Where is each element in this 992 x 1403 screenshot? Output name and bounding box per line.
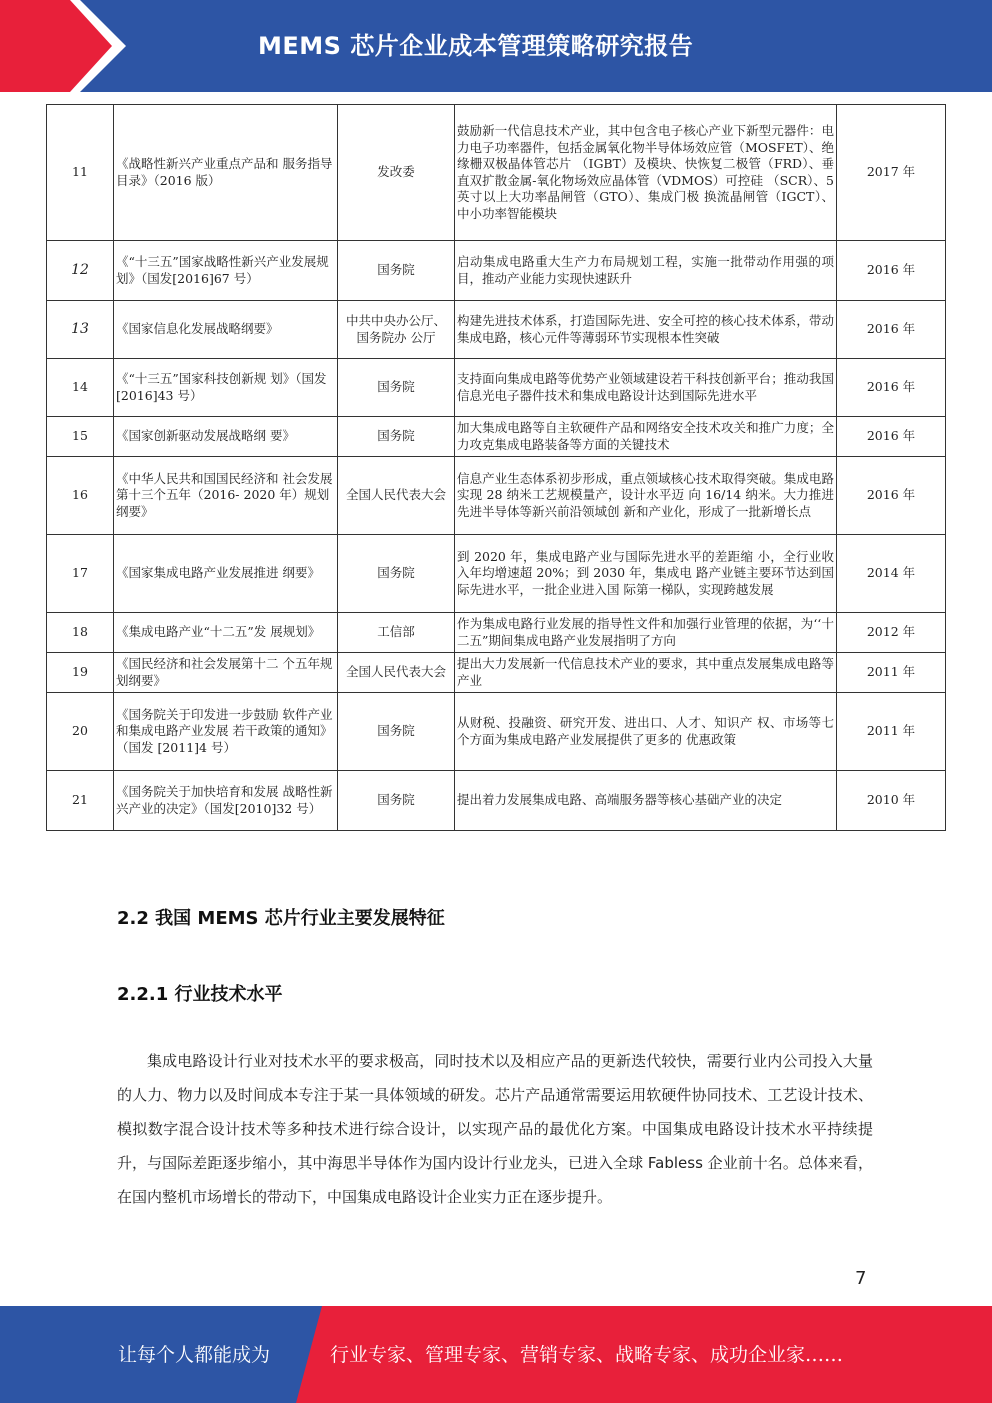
header-chevron-shape (0, 0, 126, 92)
row-number: 14 (47, 359, 114, 417)
table-row (47, 693, 946, 771)
row-number: 20 (47, 693, 114, 771)
page-number: 7 (855, 1268, 867, 1289)
policy-content: 信息产业生态体系初步形成，重点领域核心技术取得突破。集成电路实现 28 纳米工艺规模量产，设计水平迈 向 16/14 纳米。大力推进先进半导体等新兴前沿领域创 新和产业化，形成了一批新增长点 (455, 457, 837, 535)
page-footer-banner (0, 1306, 992, 1403)
policy-year: 2016 年 (837, 457, 946, 535)
footer-slogan-right: 行业专家、管理专家、营销专家、战略专家、成功企业家…… (330, 1344, 844, 1366)
row-number: 18 (47, 613, 114, 653)
table-row (47, 457, 946, 535)
policy-content: 提出着力发展集成电路、高端服务器等核心基础产业的决定 (455, 771, 837, 831)
table-row (47, 653, 946, 693)
policy-year: 2016 年 (837, 417, 946, 457)
table-row (47, 771, 946, 831)
row-number: 19 (47, 653, 114, 693)
table-row (47, 613, 946, 653)
issuing-department: 全国人民代表大会 (338, 653, 455, 693)
policy-year: 2016 年 (837, 359, 946, 417)
row-number: 12 (47, 241, 114, 301)
table-row (47, 417, 946, 457)
table-row (47, 241, 946, 301)
table-row (47, 301, 946, 359)
issuing-department: 国务院 (338, 535, 455, 613)
policy-year: 2014 年 (837, 535, 946, 613)
row-number: 11 (47, 105, 114, 241)
policy-year: 2010 年 (837, 771, 946, 831)
policy-content: 构建先进技术体系，打造国际先进、安全可控的核心技术体系，带动集成电路，核心元件等薄弱环节实现根本性突破 (455, 301, 837, 359)
row-number: 16 (47, 457, 114, 535)
policy-name: 《中华人民共和国国民经济和 社会发展第十三个五年（2016- 2020 年）规划纲要》 (114, 457, 338, 535)
issuing-department: 工信部 (338, 613, 455, 653)
page-header-banner (0, 0, 992, 92)
row-number: 15 (47, 417, 114, 457)
policy-year: 2016 年 (837, 241, 946, 301)
body-paragraph: 集成电路设计行业对技术水平的要求极高，同时技术以及相应产品的更新迭代较快，需要行业内公司投入大量的人力、物力以及时间成本专注于某一具体领域的研发。芯片产品通常需要运用软硬件协同技术、工艺设计技术、模拟数字混合设计技术等多种技术进行综合设计，以实现产品的最优化方案。中国集成电路设计技术水平持续提升，与国际差距逐步缩小，其中海思半导体作为国内设计行业龙头，已进入全球 Fabless 企业前十名。总体来看，在国内整机市场增长的带动下，中国集成电路设计企业实力正在逐步提升。 (117, 1052, 873, 1206)
policy-year: 2016 年 (837, 301, 946, 359)
policy-content: 启动集成电路重大生产力布局规划工程，实施一批带动作用强的项目，推动产业能力实现快速跃升 (455, 241, 837, 301)
issuing-department: 中共中央办公厅、国务院办 公厅 (338, 301, 455, 359)
policy-content: 从财税、投融资、研究开发、进出口、人才、知识产 权、市场等七个方面为集成电路产业发展提供了更多的 优惠政策 (455, 693, 837, 771)
policy-name: 《“十三五”国家战略性新兴产业发展规划》（国发[2016]67 号） (114, 241, 338, 301)
policy-name: 《“十三五”国家科技创新规 划》（国发[2016]43 号） (114, 359, 338, 417)
policy-name: 《国家创新驱动发展战略纲 要》 (114, 417, 338, 457)
policy-year: 2017 年 (837, 105, 946, 241)
issuing-department: 国务院 (338, 241, 455, 301)
footer-slogan-left: 让每个人都能成为 (118, 1344, 271, 1366)
policy-name: 《国家集成电路产业发展推进 纲要》 (114, 535, 338, 613)
row-number: 17 (47, 535, 114, 613)
policy-content: 鼓励新一代信息技术产业，其中包含电子核心产业下新型元器件：电力电子功率器件，包括金属氧化物半导体场效应管（MOSFET）、绝缘栅双极晶体管芯片 （IGBT）及模块、快恢复二极管（FRD）、垂直双扩散金属-氧化物场效应晶体管（VDMOS）可控硅 （SCR）、5 英寸以上大功率晶闸管（GTO）、集成门极 换流晶闸管（IGCT）、中小功率智能模块 (455, 105, 837, 241)
policy-name: 《国务院关于印发进一步鼓励 软件产业和集成电路产业发展 若干政策的通知》（国发 [2011]4 号） (114, 693, 338, 771)
row-number: 21 (47, 771, 114, 831)
policy-table (46, 104, 946, 831)
report-title: MEMS 芯片企业成本管理策略研究报告 (258, 32, 694, 60)
issuing-department: 国务院 (338, 359, 455, 417)
policy-year: 2011 年 (837, 693, 946, 771)
policy-year: 2012 年 (837, 613, 946, 653)
policy-content: 作为集成电路行业发展的指导性文件和加强行业管理的依据，为‘‘十二五”期间集成电路产业发展指明了方向 (455, 613, 837, 653)
policy-content: 到 2020 年，集成电路产业与国际先进水平的差距缩 小，全行业收入年均增速超 20%；到 2030 年，集成电 路产业链主要环节达到国际先进水平，一批企业进入国 际第一梯队，实现跨越发展 (455, 535, 837, 613)
issuing-department: 全国人民代表大会 (338, 457, 455, 535)
policy-content: 支持面向集成电路等优势产业领域建设若干科技创新平台；推动我国信息光电子器件技术和集成电路设计达到国际先进水平 (455, 359, 837, 417)
issuing-department: 国务院 (338, 417, 455, 457)
policy-year: 2011 年 (837, 653, 946, 693)
table-row (47, 535, 946, 613)
policy-name: 《国务院关于加快培育和发展 战略性新兴产业的决定》（国发[2010]32 号） (114, 771, 338, 831)
issuing-department: 国务院 (338, 771, 455, 831)
row-number: 13 (47, 301, 114, 359)
section-heading: 2.2 我国 MEMS 芯片行业主要发展特征 (117, 908, 445, 929)
policy-content: 加大集成电路等自主软硬件产品和网络安全技术攻关和推广力度；全力攻克集成电路装备等方面的关键技术 (455, 417, 837, 457)
policy-name: 《战略性新兴产业重点产品和 服务指导目录》（2016 版） (114, 105, 338, 241)
table-row (47, 359, 946, 417)
policy-name: 《国家信息化发展战略纲要》 (114, 301, 338, 359)
policy-name: 《集成电路产业“十二五”发 展规划》 (114, 613, 338, 653)
table-row (47, 105, 946, 241)
issuing-department: 国务院 (338, 693, 455, 771)
policy-name: 《国民经济和社会发展第十二 个五年规划纲要》 (114, 653, 338, 693)
subsection-heading: 2.2.1 行业技术水平 (117, 984, 283, 1005)
issuing-department: 发改委 (338, 105, 455, 241)
policy-content: 提出大力发展新一代信息技术产业的要求，其中重点发展集成电路等产业 (455, 653, 837, 693)
